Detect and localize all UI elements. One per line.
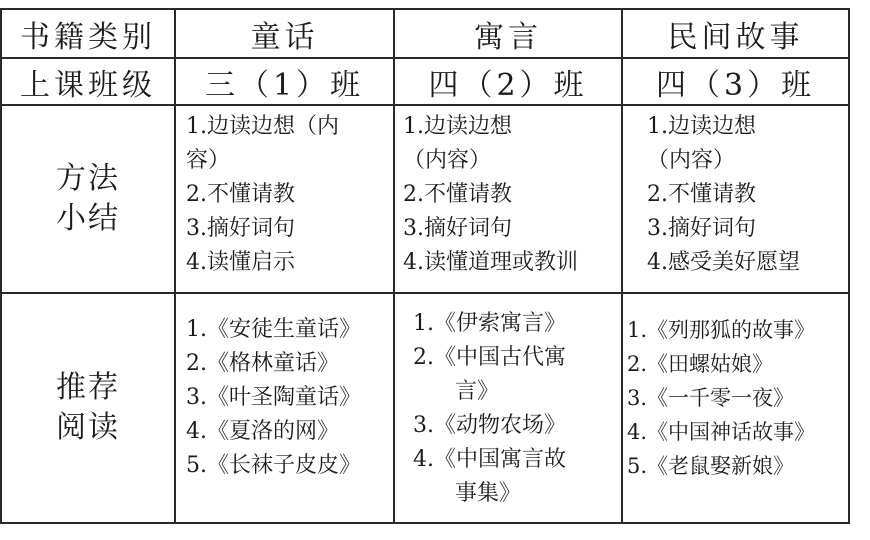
list-item: 3.摘好词句: [647, 216, 756, 241]
list-item: 3.《一千零一夜》: [627, 386, 795, 410]
list-item: 1.边读边想: [403, 114, 512, 139]
col1-header: 童话: [250, 19, 319, 55]
reading-label-line2: 阅读: [56, 410, 120, 445]
list-item: 5.《老鼠娶新娘》: [627, 454, 795, 478]
category-label: 书籍类别: [20, 19, 156, 55]
method-label-line2: 小结: [56, 201, 120, 236]
list-item: 2.不懂请教: [403, 182, 512, 207]
list-item: 4.读懂启示: [186, 250, 295, 275]
list-item: 1.《列那狐的故事》: [627, 318, 816, 342]
reading-label: [2, 294, 174, 522]
list-item: 4.读懂道理或教训: [403, 250, 578, 275]
list-item: 4.感受美好愿望: [647, 250, 800, 275]
col-divider: [848, 8, 850, 524]
col3-header: 民间故事: [667, 19, 804, 55]
list-item: 1.《安徒生童话》: [186, 317, 361, 342]
col1-methods: [186, 110, 391, 280]
method-label: [2, 106, 174, 292]
list-item: 1.边读边想（内: [186, 114, 339, 139]
col3-reading: [627, 313, 847, 483]
col3-methods: [647, 110, 846, 280]
list-item: 2.不懂请教: [186, 182, 295, 207]
list-item: （内容）: [647, 148, 736, 173]
row-divider: [0, 522, 850, 524]
list-item: 5.《长袜子皮皮》: [186, 453, 361, 478]
col1-class: 三（1）班: [204, 67, 365, 103]
list-item: （内容）: [403, 148, 492, 173]
list-item: 2.《田螺姑娘》: [627, 352, 774, 376]
list-item: 2.《中国古代寓: [413, 345, 566, 370]
method-label-line1: 方法: [56, 161, 120, 196]
list-item: 4.《中国神话故事》: [627, 420, 816, 444]
col2-class: 四（2）班: [428, 67, 588, 103]
col2-methods: [403, 110, 619, 280]
list-item: 3.《叶圣陶童话》: [186, 385, 361, 410]
list-item: 事集》: [455, 481, 522, 506]
list-item: 容）: [186, 148, 231, 173]
list-item: 3.摘好词句: [403, 216, 512, 241]
list-item: 1.边读边想: [647, 114, 756, 139]
col2-reading: [413, 307, 619, 511]
list-item: 4.《夏洛的网》: [186, 419, 339, 444]
col1-reading: [186, 313, 391, 483]
col3-class: 四（3）班: [655, 67, 816, 103]
list-item: 1.《伊索寓言》: [413, 311, 566, 336]
class-label: 上课班级: [20, 67, 156, 103]
reading-label-line1: 推荐: [56, 370, 120, 405]
list-item: 3.《动物农场》: [413, 413, 566, 438]
col2-header: 寓言: [474, 19, 542, 55]
list-item: 3.摘好词句: [186, 216, 295, 241]
list-item: 4.《中国寓言故: [413, 447, 566, 472]
list-item: 2.不懂请教: [647, 182, 756, 207]
list-item: 2.《格林童话》: [186, 351, 339, 376]
list-item: 言》: [455, 379, 500, 404]
